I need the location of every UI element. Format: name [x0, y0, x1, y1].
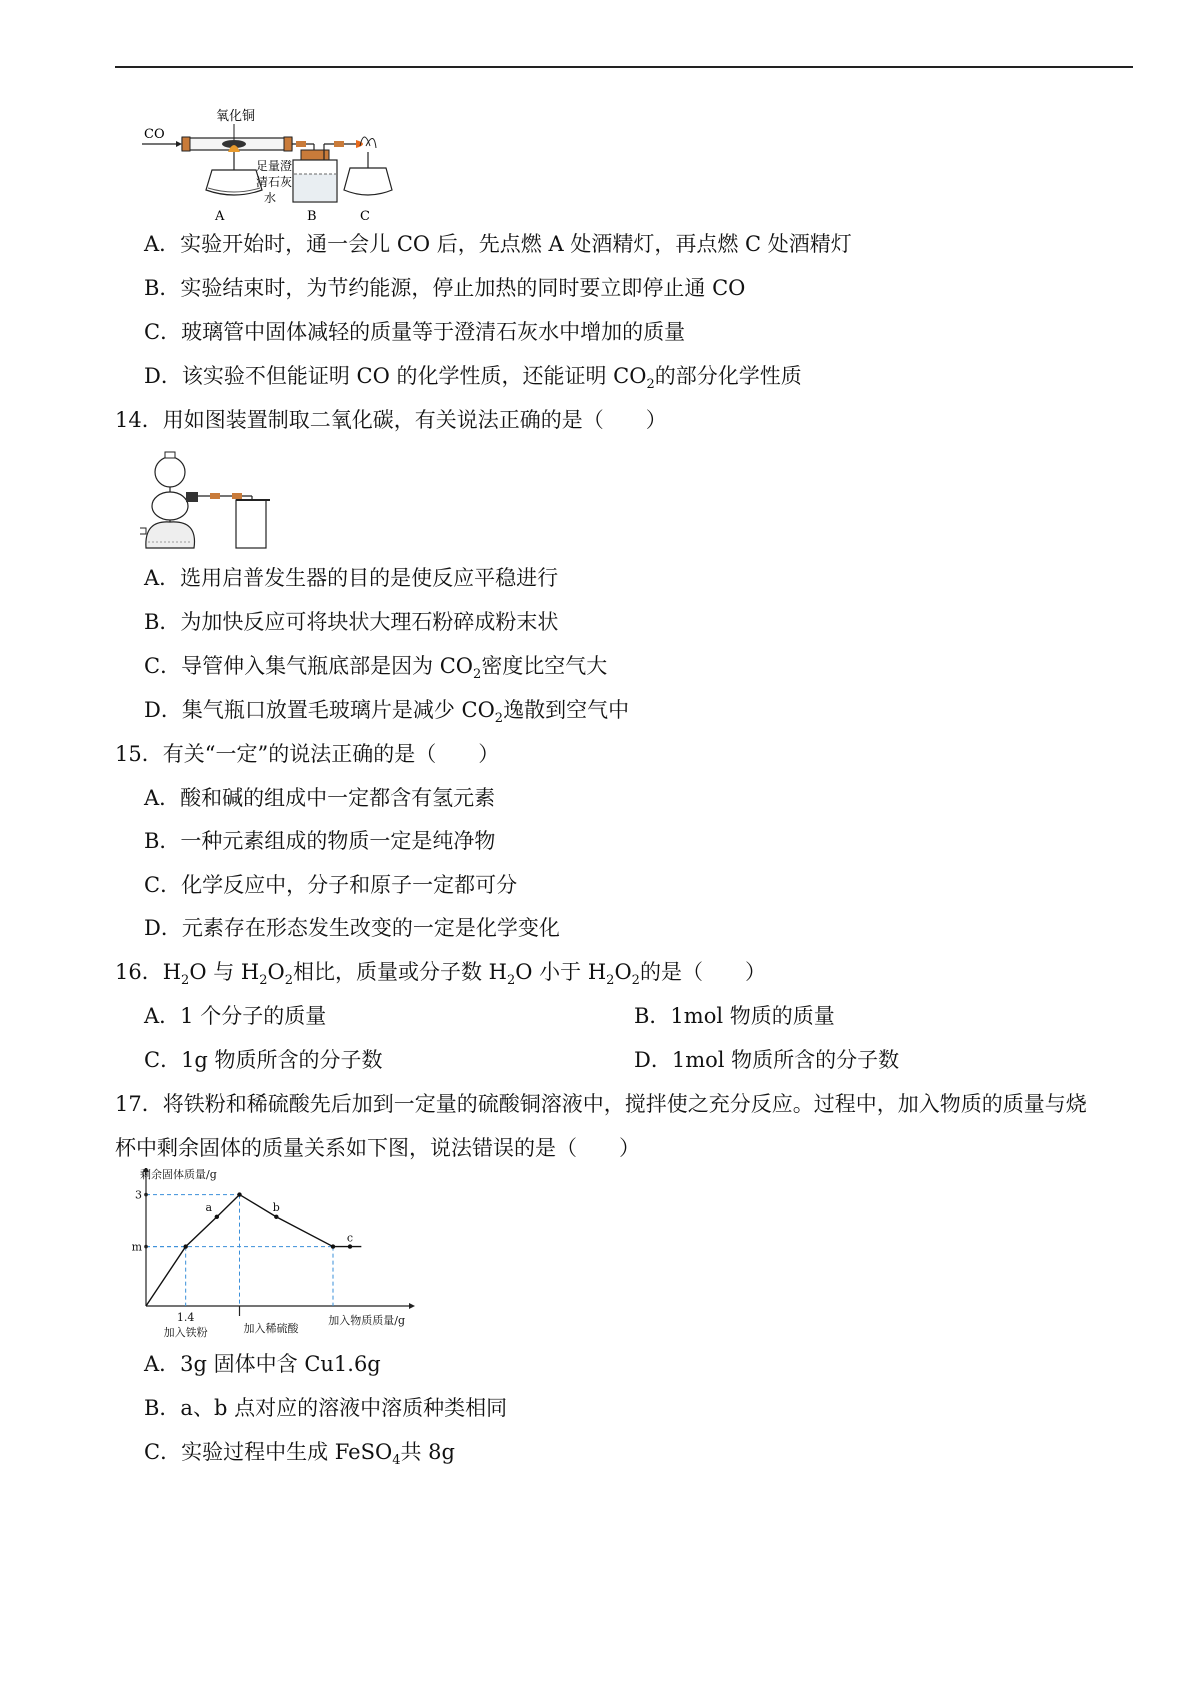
q14-kipp-generator-figure: [140, 450, 298, 552]
q17-option-b: B．a、b 点对应的溶液中溶质种类相同: [144, 1396, 508, 1420]
co-label: CO: [144, 127, 165, 142]
data-point-6: [348, 1244, 352, 1248]
limewater-label-3: 水: [264, 191, 277, 205]
x-segment-label-iron: 加入铁粉: [163, 1326, 208, 1339]
q15-option-a: A．酸和碱的组成中一定都含有氢元素: [144, 786, 496, 810]
x-segment-label-acid: 加入稀硫酸: [243, 1322, 299, 1335]
cuo-label: 氧化铜: [216, 109, 256, 124]
q15-option-d: D．元素存在形态发生改变的一定是化学变化: [144, 916, 560, 940]
q14-option-b: B．为加快反应可将块状大理石粉碎成粉末状: [144, 610, 559, 634]
q14-option-a: A．选用启普发生器的目的是使反应平稳进行: [144, 566, 559, 590]
limewater-label-1: 足量澄: [256, 159, 293, 173]
q16-option-a: A．1 个分子的质量: [144, 1004, 327, 1028]
y-tick-label-3: 3: [135, 1188, 142, 1202]
q15-stem: 15．有关“一定”的说法正确的是（ ）: [115, 742, 500, 766]
data-point-5: [331, 1244, 335, 1248]
y-axis-label: 剩余固体质量/g: [140, 1168, 217, 1181]
q15-option-b: B．一种元素组成的物质一定是纯净物: [144, 829, 496, 853]
label-b: B: [307, 209, 317, 224]
data-point-2: [215, 1215, 219, 1219]
q14-option-c: C．导管伸入集气瓶底部是因为 $CO_2$密度比空气大: [144, 654, 608, 683]
x-axis-arrow: [409, 1303, 415, 1309]
q13-option-d: D．该实验不但能证明 CO 的化学性质，还能证明 $CO_2$的部分化学性质: [144, 364, 802, 393]
q15-option-c: C．化学反应中，分子和原子一定都可分: [144, 873, 518, 897]
q13-option-a: A．实验开始时，通一会儿 CO 后，先点燃 A 处酒精灯，再点燃 C 处酒精灯: [144, 232, 852, 256]
y-tick-dot-m: [144, 1245, 148, 1249]
q17-stem-line2: 杯中剩余固体的质量关系如下图，说法错误的是（ ）: [115, 1136, 640, 1160]
q13-option-c: C．玻璃管中固体减轻的质量等于澄清石灰水中增加的质量: [144, 320, 686, 344]
data-point-3: [237, 1192, 241, 1196]
q13-apparatus-figure: [138, 108, 428, 240]
point-label-a: a: [205, 1200, 213, 1214]
q16-option-c: C．1g 物质所含的分子数: [144, 1048, 383, 1072]
limewater-label-2: 清石灰: [256, 175, 293, 189]
data-point-4: [274, 1215, 278, 1219]
q16-stem: 16．$H_2O$ 与 $H_2O_2$相比，质量或分子数 $H_2O$ 小于 $H_2O_2$的是（ ）: [115, 960, 766, 989]
header-rule: [115, 66, 1133, 68]
label-a: A: [215, 209, 225, 224]
q14-stem: 14．用如图装置制取二氧化碳，有关说法正确的是（ ）: [115, 408, 667, 432]
q17-stem-line1: 17．将铁粉和稀硫酸先后加到一定量的硫酸铜溶液中，搅拌使之充分反应。过程中，加入物质的质量与烧: [115, 1092, 1087, 1116]
q17-mass-chart: [130, 1168, 460, 1348]
y-tick-dot-3: [144, 1193, 148, 1197]
series-line: [146, 1195, 361, 1306]
label-c: C: [360, 209, 370, 224]
point-label-c: c: [346, 1231, 354, 1245]
q16-option-d: D．1mol 物质所含的分子数: [634, 1048, 900, 1072]
q13-option-b: B．实验结束时，为节约能源，停止加热的同时要立即停止通 CO: [144, 276, 746, 300]
q16-option-b: B．1mol 物质的质量: [634, 1004, 835, 1028]
data-point-1: [183, 1244, 187, 1248]
q17-option-a: A．3g 固体中含 Cu1.6g: [144, 1352, 381, 1376]
q14-option-d: D．集气瓶口放置毛玻璃片是减少 $CO_2$逸散到空气中: [144, 698, 630, 727]
q17-option-c: C．实验过程中生成 FeSO$_4$共 8g: [144, 1440, 455, 1469]
y-tick-label-m: m: [131, 1240, 142, 1254]
x-tick-label-1.4: 1.4: [176, 1311, 195, 1324]
x-axis-label: 加入物质质量/g: [328, 1314, 405, 1327]
point-label-b: b: [272, 1200, 280, 1214]
